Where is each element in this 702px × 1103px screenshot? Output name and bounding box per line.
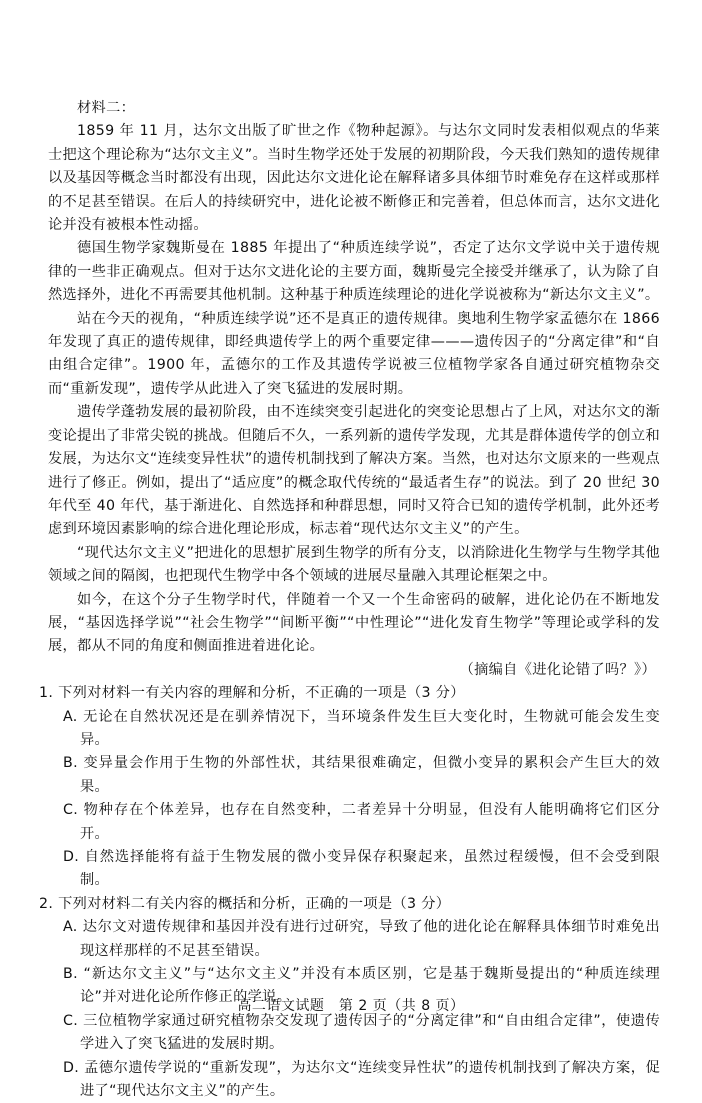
- question-2-option-c: C. 三位植物学家通过研究植物杂交发现了遗传因子的“分离定律”和“自由组合定律”，使遗传学进入了突飞猛进的发展时期。: [63, 1012, 660, 1053]
- paragraph-6: 如今，在这个分子生物学时代，伴随着一个又一个生命密码的破解，进化论仍在不断地发展，“基因选择学说”“社会生物学”“间断平衡”“中性理论”“进化发育生物学”等理论或学科的发展，都从不同的角度和侧面推进着进化论。: [48, 591, 660, 655]
- question-1-stem: 1. 下列对材料一有关内容的理解和分析，不正确的一项是（3 分）: [39, 685, 465, 702]
- material-label: 材料二：: [77, 100, 136, 116]
- question-2-option-d: D. 孟德尔遗传学说的“重新发现”，为达尔文“连续变异性状”的遗传机制找到了解决方案，促进了“现代达尔文主义”的产生。: [63, 1059, 660, 1100]
- question-1-option-c: C. 物种存在个体差异，也存在自然变种，二者差异十分明显，但没有人能明确将它们区分开。: [63, 802, 660, 842]
- page-footer: 高二语文试题 第 2 页（共 8 页）: [237, 998, 465, 1014]
- paragraph-3: 站在今天的视角，“种质连续学说”还不是真正的遗传规律。奥地利生物学家孟德尔在 1866 年发现了真正的遗传规律，即经典遗传学上的两个重要定律———遗传因子的“分离定律”和“自由组合定律”。1900 年，孟德尔的工作及其遗传学说被三位植物学家各自通过研究植物杂交而“重新发现”，遗传学从此进入了突飞猛进的发展时期。: [48, 310, 660, 397]
- paragraph-2: 德国生物学家魏斯曼在 1885 年提出了“种质连续学说”，否定了达尔文学说中关于遗传规律的一些非正确观点。但对于达尔文进化论的主要方面，魏斯曼完全接受并继承了，认为除了自然选择外，进化不再需要其他机制。这种基于种质连续理论的进化学说被称为“新达尔文主义”。: [48, 240, 660, 304]
- question-1-option-b: B. 变异量会作用于生物的外部性状，其结果很难确定，但微小变异的累积会产生巨大的效果。: [63, 755, 660, 795]
- question-1-option-a: A. 无论在自然状况还是在驯养情况下，当环境条件发生巨大变化时，生物就可能会发生变异。: [63, 708, 660, 748]
- question-2-option-b: B. “新达尔文主义”与“达尔文主义”并没有本质区别，它是基于魏斯曼提出的“种质连续理论”并对进化论所作修正的学说。: [63, 966, 660, 1006]
- source-citation: （摘编自《进化论错了吗？》）: [459, 661, 656, 678]
- paragraph-5: “现代达尔文主义”把进化的思想扩展到生物学的所有分支，以消除进化生物学与生物学其他领域之间的隔阂，也把现代生物学中各个领域的进展尽量融入其理论框架之中。: [48, 544, 660, 585]
- paragraph-1: 1859 年 11 月，达尔文出版了旷世之作《物种起源》。与达尔文同时发表相似观点的华莱士把这个理论称为“达尔文主义”。当时生物学还处于发展的初期阶段，今天我们熟知的遗传规律以及基因等概念当时都没有出现，因此达尔文进化论在解释诸多具体细节时难免存在这样或那样的不足甚至错误。在后人的持续研究中，进化论被不断修正和完善着，但总体而言，达尔文进化论并没有被根本性动摇。: [48, 123, 660, 234]
- page-content: [39, 97, 660, 1103]
- question-2-stem: 2. 下列对材料二有关内容的概括和分析，正确的一项是（3 分）: [39, 895, 451, 912]
- question-2-option-a: A. 达尔文对遗传规律和基因并没有进行过研究，导致了他的进化论在解释具体细节时难免出现这样那样的不足甚至错误。: [63, 919, 660, 959]
- paragraph-4: 遗传学蓬勃发展的最初阶段，由不连续突变引起进化的突变论思想占了上风，对达尔文的渐变论提出了非常尖锐的挑战。但随后不久，一系列新的遗传学发现，尤其是群体遗传学的创立和发展，为达尔文“连续变异性状”的遗传机制找到了解决方案。当然，也对达尔文原来的一些观点进行了修正。例如，提出了“适应度”的概念取代传统的“最适者生存”的说法。到了 20 世纪 30 年代至 40 年代，基于渐进化、自然选择和种群思想，同时又符合已知的遗传学机制，此外还考虑到环境因素影响的综合进化理论形成，标志着“现代达尔文主义”的产生。: [48, 404, 660, 538]
- question-1-option-d: D. 自然选择能将有益于生物发展的微小变异保存积聚起来，虽然过程缓慢，但不会受到限制。: [63, 849, 660, 889]
